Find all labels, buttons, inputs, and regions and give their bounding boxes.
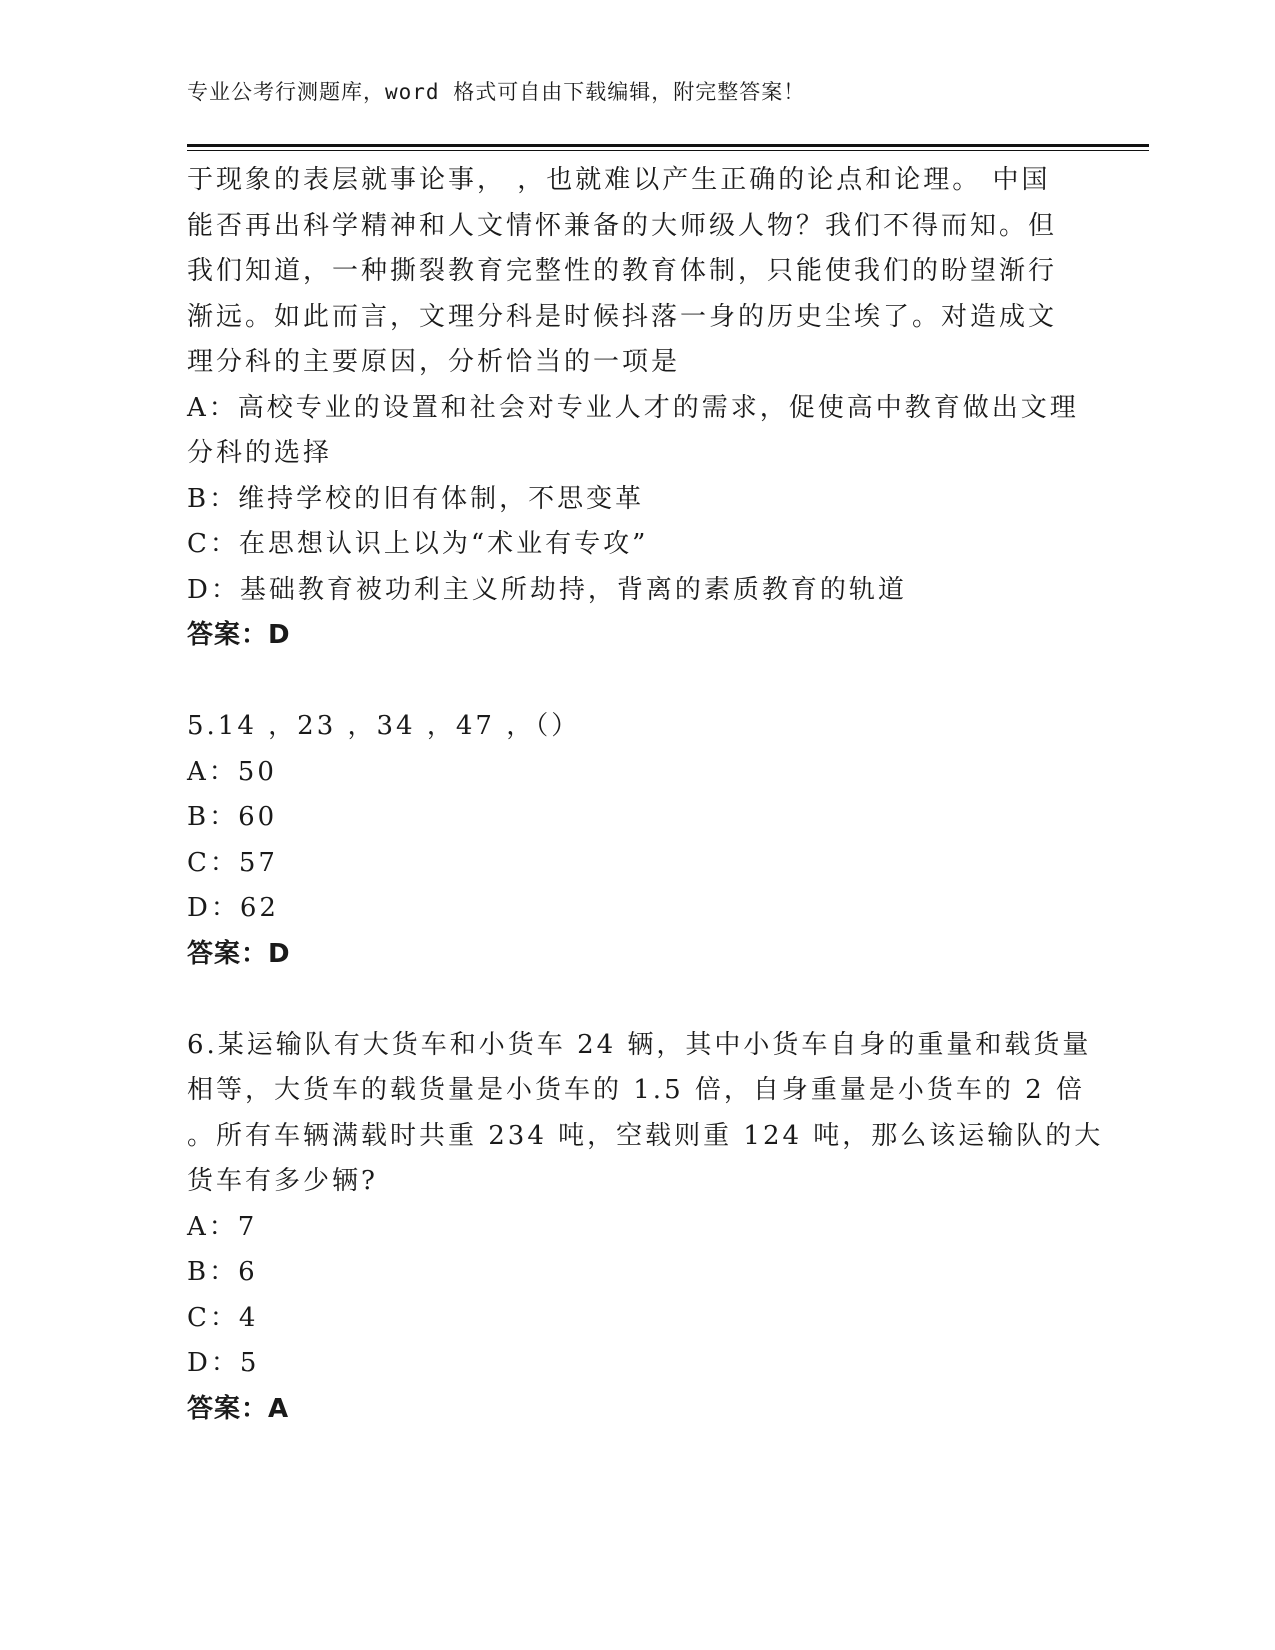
question-5-stem: 5.14 ，23 ，34 ，47 ，（） (187, 711, 581, 741)
spacer (187, 977, 1087, 1023)
question-6 (187, 1023, 1104, 1433)
spacer (187, 659, 1087, 705)
question-6-option-c: C：4 (187, 1302, 259, 1333)
question-4-option-a-line-1: A：高校专业的设置和社会对专业人才的需求，促使高中教育做出文理 (187, 392, 1079, 423)
page-header: 专业公考行测题库，word 格式可自由下载编辑，附完整答案！ (187, 80, 806, 104)
question-5-option-c: C：57 (187, 847, 278, 878)
question-5-answer: 答案：D (187, 938, 291, 969)
question-4-stem-line-2: 能否再出科学精神和人文情怀兼备的大师级人物？我们不得而知。但 (187, 210, 1058, 241)
question-6-option-b: B：6 (187, 1257, 258, 1287)
question-6-stem-line-1: 6.某运输队有大货车和小货车 24 辆，其中小货车自身的重量和载货量 (187, 1029, 1092, 1060)
question-6-option-a: A：7 (187, 1211, 258, 1242)
question-5-option-d: D：62 (187, 893, 279, 923)
question-6-stem-line-4: 货车有多少辆? (187, 1166, 378, 1196)
header-rule-thin (187, 150, 1149, 151)
question-6-stem-line-3: 。所有车辆满载时共重 234 吨，空载则重 124 吨，那么该运输队的大 (187, 1120, 1104, 1151)
question-6-option-d: D：5 (187, 1348, 260, 1378)
question-4-answer: 答案：D (187, 620, 291, 650)
question-4-stem-line-3: 我们知道，一种撕裂教育完整性的教育体制，只能使我们的盼望渐行 (187, 256, 1058, 286)
question-5-option-a: A：50 (187, 756, 277, 787)
question-4-stem-line-5: 理分科的主要原因，分析恰当的一项是 (187, 347, 681, 377)
question-4-option-d: D：基础教育被功利主义所劫持，背离的素质教育的轨道 (187, 574, 907, 605)
question-4 (187, 158, 1087, 659)
question-4-option-b: B：维持学校的旧有体制，不思变革 (187, 483, 645, 514)
question-5 (187, 704, 1087, 977)
page-content (187, 158, 1104, 1432)
header-rule-thick (187, 144, 1149, 147)
question-4-stem-line-1: 于现象的表层就事论事， ，也就难以产生正确的论点和论理。 中国 (187, 165, 1051, 195)
question-5-option-b: B：60 (187, 802, 278, 832)
question-4-stem-line-4: 渐远。如此而言，文理分科是时候抖落一身的历史尘埃了。对造成文 (187, 301, 1058, 332)
question-6-answer: 答案：A (187, 1393, 290, 1424)
question-6-stem-line-2: 相等，大货车的载货量是小货车的 1.5 倍，自身重量是小货车的 2 倍 (187, 1075, 1085, 1105)
question-4-option-c: C：在思想认识上以为“术业有专攻” (187, 529, 649, 559)
question-4-option-a-line-2: 分科的选择 (187, 438, 333, 468)
